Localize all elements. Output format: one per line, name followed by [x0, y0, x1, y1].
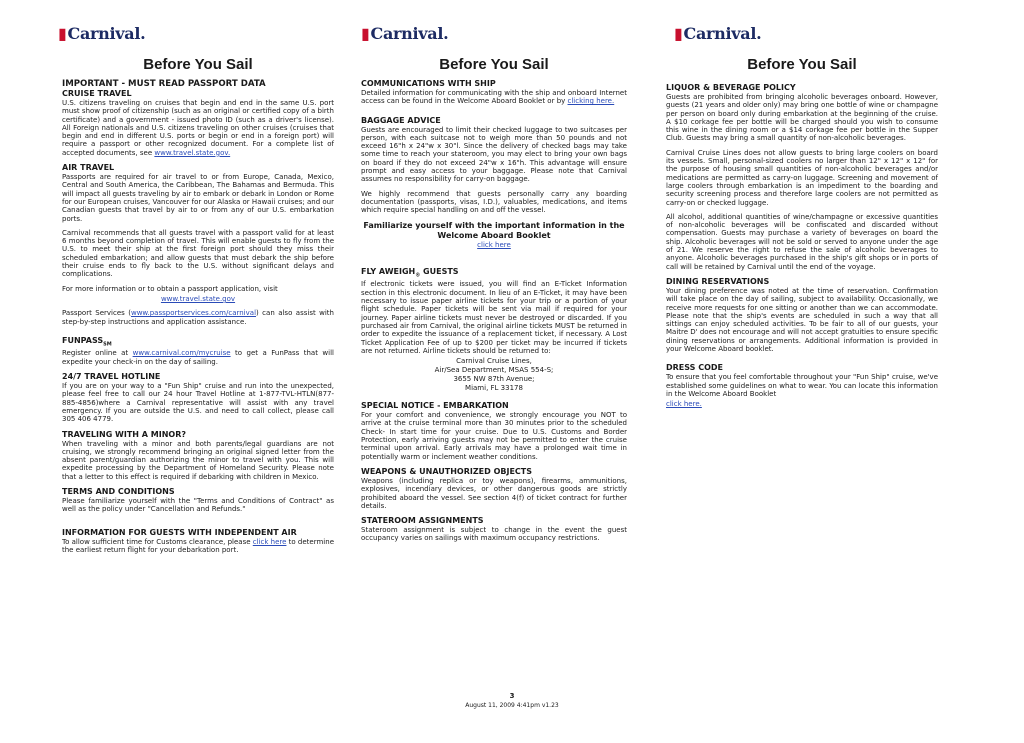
cruise-travel-body: U.S. citizens traveling on cruises that begin and end in the same U.S. port must show proof of citizenship (such as an original or certified copy of a birth certificate) and a government - issued photo ID (such as a driver's license). All Foreign nationals and U.S. citizens traveling on other cruises (cruises that begin and end in different U.S. ports or begin or end in a foreign port) will require a passport or other recognized document. For a complete list of accepted documents, see	[62, 99, 334, 157]
baggage-text: Guests are encouraged to limit their checked luggage to two suitcases per person, with each suitcase not to weigh more than 50 pounds and not exceed 16"h x 24"w x 30"l. Since the delivery of checked bags may take some time to reach your stateroom, you may elect to bring your own bags on board if they do not exceed 24"w x 16"h. This advantage will ensure prompt and easy access to your baggage. Please note that Carnival assumes no responsibility for carry-on baggage.	[361, 125, 627, 184]
passport-services-post: ) can also assist with step-by-step instructions and application assistance.	[62, 309, 334, 326]
weapons-text: Weapons (including replica or toy weapons), firearms, ammunitions, explosives, incendiary devices, or other dangerous goods are strictly prohibited aboard the vessel. See section 4(f) of ticket contract for further details.	[361, 476, 627, 510]
familiarize-line-2: Welcome Aboard Booklet	[437, 230, 551, 240]
coolers-text: Carnival Cruise Lines does not allow guests to bring large coolers on board its vessels. Small, personal-sized coolers no larger than 12" x 12" x 12" for the purpose of housing small quantities of non-alcoholic beverages and/or medications are permitted as carry-on luggage. Screening and movement of large coolers through embarkation is an impediment to the boarding and security screening process and therefore large coolers are not permitted as carry-on or checked luggage.	[666, 148, 938, 207]
address-line: Carnival Cruise Lines,	[456, 357, 532, 366]
communications-pre: Detailed information for communicating with the ship and onboard Internet access can be found in the Welcome Aboard Booklet or by	[361, 89, 627, 106]
special-notice-heading: SPECIAL NOTICE - EMBARKATION	[361, 401, 509, 411]
fly-aweigh-text: If electronic tickets were issued, you will find an E-Ticket Information section in this electronic document. In lieu of an E-Ticket, it may have been necessary to issue paper airline tickets for your trip or a portion of your flight schedule. Paper tickets will be sent via mail if required for your journey. Paper airline tickets must never be destroyed or discarded. If you purchased air from Carnival, the original airline tickets MUST be returned in order to expedite the issuance of a replacement ticket, if necessary. A Lost Ticket Application Fee of up to $200 per ticket may be incurred if tickets are not returned. Airline tickets should be returned to:	[361, 280, 627, 355]
communications-text	[361, 89, 627, 106]
column-2	[361, 24, 627, 549]
fly-registered-mark: ®	[415, 272, 421, 279]
travel-state-link[interactable]: www.travel.state.gov.	[154, 148, 231, 157]
special-notice-text: For your comfort and convenience, we strongly encourage you NOT to arrive at the cruise terminal more than 30 minutes prior to the scheduled Check- In start time for your cruise. Due to U.S. Customs and Border Protection, early arriving guests may not be permitted to enter the cruise terminal upon arrival. Early arrivals may have a prolonged wait time in potentially warm or inclement weather conditions.	[361, 411, 627, 461]
funnel-logo-icon: ▮	[674, 24, 683, 43]
brand-name: Carnival.	[370, 24, 449, 43]
familiarize-link-line	[361, 241, 627, 249]
communications-heading: COMMUNICATIONS WITH SHIP	[361, 79, 496, 88]
welcome-booklet-link[interactable]: click here	[477, 240, 511, 249]
funpass-text	[62, 349, 334, 366]
address-line: Air/Sea Department, MSAS 554-S;	[434, 366, 554, 375]
independent-air-text	[62, 538, 334, 555]
familiarize-line-1: Familiarize yourself with the important information in the	[363, 220, 625, 230]
stateroom-heading: STATEROOM ASSIGNMENTS	[361, 516, 484, 526]
terms-heading: TERMS AND CONDITIONS	[62, 486, 175, 496]
page-title-2: Before You Sail	[439, 56, 549, 73]
communications-link[interactable]: clicking here.	[567, 97, 615, 106]
print-timestamp: August 11, 2009 4:41pm v1.23	[465, 702, 559, 709]
alcohol-text: All alcohol, additional quantities of wine/champagne or excessive quantities of non-alcoholic beverages will be confiscated and discarded without compensation. Guests may purchase a variety of beverages on board the ship. Alcoholic beverages will not be sold or served to anyone under the age of 21. We reserve the right to refuse the sale of alcoholic beverages to anyone. Alcoholic beverages purchased in the ship's gift shops or in ports of call will be retained by Carnival until the end of the voyage.	[666, 212, 938, 271]
column-1	[58, 24, 334, 560]
minor-heading: TRAVELING WITH A MINOR?	[62, 429, 186, 439]
dress-code-text: To ensure that you feel comfortable throughout your "Fun Ship" cruise, we've established some guidelines on what to wear. You can locate this information in the Welcome Aboard Booklet	[666, 373, 938, 398]
hotline-heading: 24/7 TRAVEL HOTLINE	[62, 372, 161, 382]
boarding-docs-text: We highly recommend that guests personally carry any boarding documentation (passports, visas, I.D.), valuables, medications, and items which require special handling on and off the vessel.	[361, 189, 627, 215]
more-info-text: For more information or to obtain a passport application, visit	[62, 284, 278, 293]
important-heading: IMPORTANT - MUST READ PASSPORT DATA	[62, 79, 266, 89]
hotline-text: If you are on your way to a "Fun Ship" cruise and run into the unexpected, please feel free to call our 24 hour Travel Hotline at 1-877-TVL-HTLN(877-885-4856)where a Carnival representative will assist with any travel emergency. If you are outside the U.S. and need to call collect, please call 305 406 4779.	[62, 382, 334, 424]
funnel-logo-icon: ▮	[58, 24, 67, 43]
travel-state-link-2[interactable]: www.travel.state.gov	[160, 294, 236, 303]
terms-text: Please familiarize yourself with the "Terms and Conditions of Contract" as well as the policy under "Cancellation and Refunds."	[62, 496, 334, 514]
baggage-heading: BAGGAGE ADVICE	[361, 115, 441, 125]
carnival-logo-3	[674, 24, 938, 46]
weapons-heading: WEAPONS & UNAUTHORIZED OBJECTS	[361, 466, 532, 476]
dining-text: Your dining preference was noted at the time of reservation. Confirmation will take place on the day of sailing, subject to availability. Occasionally, we receive more requests for one sitting or another than we can accommodate. Please note that the ship's events are scheduled in such a way that all sittings can enjoy scheduled activities. To be fair to all of our guests, your Maitre D' does not encourage and will not accept gratuities to ensure specific dining reservations or arrangements. Additional information is provided in your Welcome Aboard booklet.	[666, 286, 938, 354]
dress-code-link[interactable]: click here.	[666, 400, 702, 409]
dining-heading: DINING RESERVATIONS	[666, 276, 770, 286]
dress-code-heading: DRESS CODE	[666, 363, 723, 373]
mycruise-link[interactable]: www.carnival.com/mycruise	[132, 349, 231, 358]
page-footer	[0, 692, 1024, 710]
return-address	[361, 357, 627, 393]
cruise-travel-text	[62, 99, 334, 157]
liquor-text: Guests are prohibited from bringing alcoholic beverages onboard. However, guests (21 years and older only) may bring one bottle of wine or champagne per person on board only during embarkation at the beginning of the cruise. A $10 corkage fee per bottle will be charged should you wish to consume this wine in the dining room or a $14 corkage fee per bottle in the Supper Club. Guests may bring a small quantity of non-alcoholic beverages.	[666, 93, 938, 143]
air-travel-text: Passports are required for air travel to or from Europe, Canada, Mexico, Central and South America, the Caribbean, The Bahamas and Bermuda. This will impact all guests traveling by air to embark or debark in London or Rome for our European cruises, Vancouver for our Alaska or Hawaii cruises; and our Canadian guests that travel by air to or from any of our U.S. embarkation ports.	[62, 173, 334, 223]
funpass-heading-text: FUNPASS	[62, 335, 104, 345]
air-travel-heading: AIR TRAVEL	[62, 163, 115, 173]
address-line: Miami, FL 33178	[465, 384, 523, 393]
passport-recommend-text: Carnival recommends that all guests travel with a passport valid for at least 6 months beyond completion of travel. This will enable guests to fly from the U.S. to meet their ship at the first foreign port should they miss their scheduled embarkation; and allow guests that must debark the ship before their cruise ends to fly back to the U.S. without significant delays and complications.	[62, 228, 334, 279]
brand-name: Carnival.	[67, 24, 146, 43]
funpass-heading	[62, 336, 334, 350]
funnel-logo-icon: ▮	[361, 24, 370, 43]
independent-air-post: to determine the earliest return flight for your debarkation port.	[62, 537, 334, 554]
fly-heading-text: FLY AWEIGH	[361, 266, 416, 276]
passport-services-pre: Passport Services (	[62, 309, 131, 318]
cruise-travel-heading: CRUISE TRAVEL	[62, 89, 132, 98]
address-line: 3655 NW 87th Avenue;	[453, 375, 535, 384]
fly-aweigh-heading	[361, 267, 627, 281]
independent-air-heading: INFORMATION FOR GUESTS WITH INDEPENDENT AIR	[62, 527, 297, 537]
more-info-link-line	[62, 295, 334, 303]
independent-air-link[interactable]: click here	[252, 537, 287, 546]
funpass-sm-mark: SM	[103, 341, 112, 348]
brand-name: Carnival.	[683, 24, 762, 43]
page-number: 3	[509, 692, 515, 700]
carnival-logo	[58, 24, 334, 46]
page-title-3: Before You Sail	[747, 56, 857, 73]
independent-air-pre: To allow sufficient time for Customs clearance, please	[62, 537, 253, 546]
funpass-pre: Register online at	[62, 349, 133, 358]
funpass-post: to get a FunPass that will expedite your check-in on the day of sailing.	[62, 349, 334, 366]
fly-heading-post: GUESTS	[420, 266, 459, 276]
liquor-heading: LIQUOR & BEVERAGE POLICY	[666, 83, 796, 92]
passport-services-text	[62, 309, 334, 326]
page-title: Before You Sail	[143, 56, 253, 73]
passport-services-link[interactable]: www.passportservices.com/carnival	[130, 309, 257, 318]
dress-code-link-line	[666, 400, 938, 408]
carnival-logo-2	[361, 24, 627, 46]
minor-text: When traveling with a minor and both parents/legal guardians are not cruising, we strongly recommend bringing an original signed letter from the absent parent/guardian authorizing the minor to travel with you. This will expedite processing by the Department of Homeland Security. Please note that a letter to this effect is required if debarking with children in Mexico.	[62, 439, 334, 481]
stateroom-text: Stateroom assignment is subject to change in the event the guest occupancy varies on sailings with maximum occupancy restrictions.	[361, 526, 627, 543]
column-3	[666, 24, 938, 415]
